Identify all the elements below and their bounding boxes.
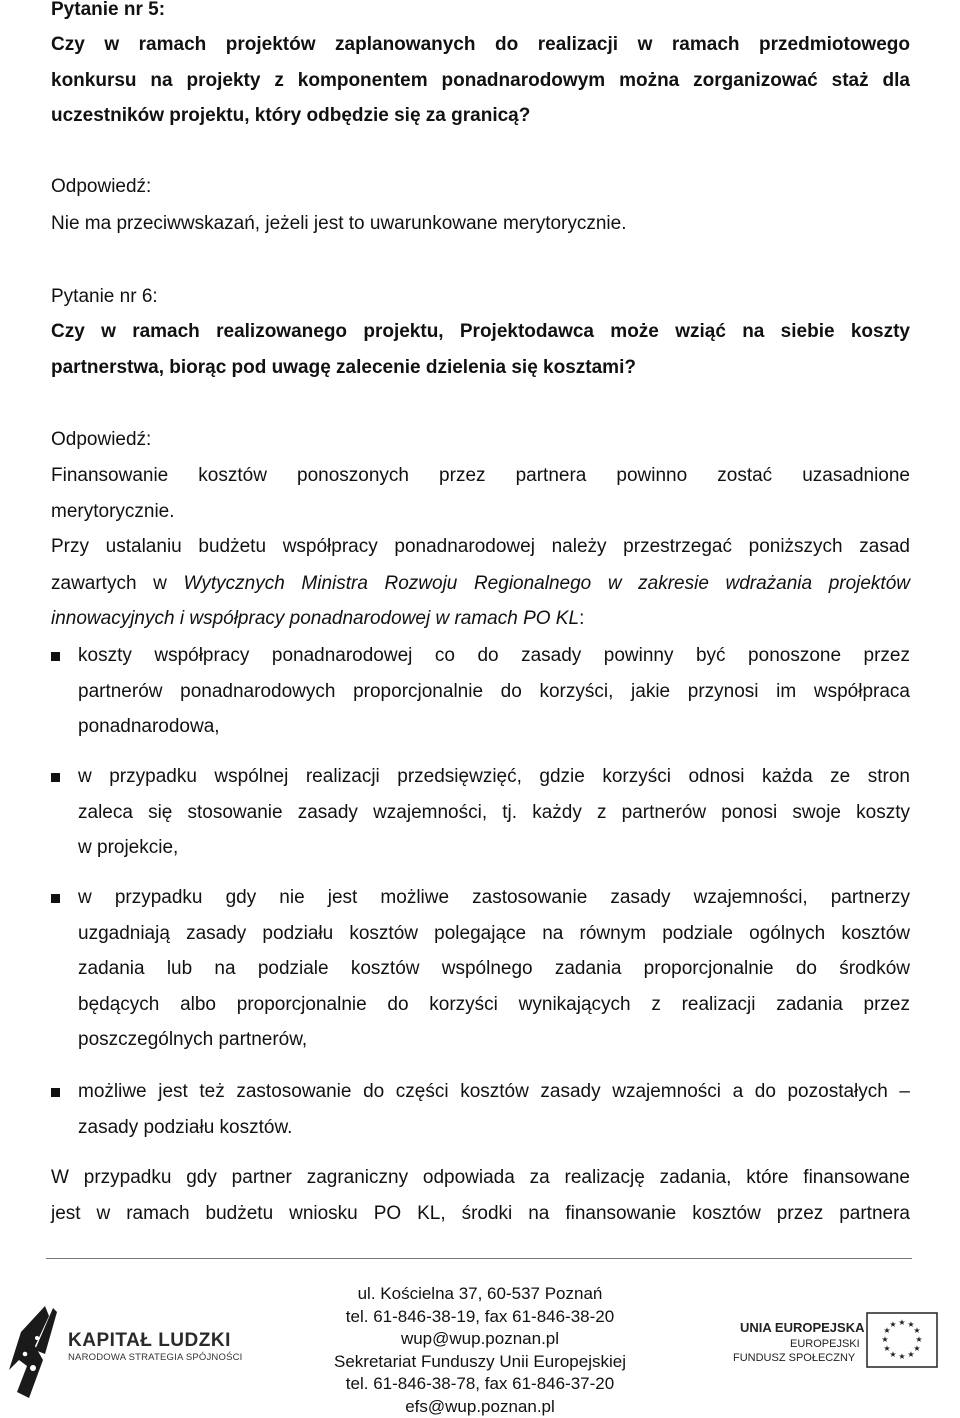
guidelines-title: innowacyjnych i współpracy ponadnarodowej w ramach PO KL: [51, 608, 580, 629]
bullet-marker: [51, 894, 60, 903]
list-item-line: partnerów ponadnarodowych proporcjonalnie do korzyści, jakie przynosi im współpraca: [78, 680, 910, 702]
svg-text:★: ★: [883, 1326, 891, 1335]
svg-text:★: ★: [898, 1318, 906, 1327]
svg-text:★: ★: [907, 1350, 915, 1359]
list-item-line: w projekcie,: [78, 837, 179, 858]
list-item-line: zaleca się stosowanie zasady wzajemności, tj. każdy z partnerów ponosi swoje koszty: [78, 801, 910, 823]
eu-subtitle: EUROPEJSKI: [790, 1338, 860, 1350]
q6-question-line: partnerstwa, biorąc pod uwagę zalecenie dzielenia się kosztami?: [51, 357, 636, 378]
bullet-marker: [51, 1088, 60, 1097]
footer-department: Sekretariat Funduszy Unii Europejskiej: [334, 1351, 626, 1371]
list-item-line: zadania lub na podziale kosztów wspólnego zadania proporcjonalnie do środków: [78, 958, 910, 979]
eu-title: UNIA EUROPEJSKA: [740, 1320, 865, 1335]
footer-phone: tel. 61-846-38-78, fax 61-846-37-20: [345, 1374, 615, 1393]
q5-answer: Nie ma przeciwwskazań, jeżeli jest to uwarunkowane merytorycznie.: [51, 213, 627, 234]
svg-text:★: ★: [913, 1326, 921, 1335]
footer-divider: [46, 1258, 912, 1259]
closing-line: jest w ramach budżetu wniosku PO KL, środki na finansowanie kosztów przez partnera: [51, 1203, 910, 1224]
q5-question-line: uczestników projektu, który odbędzie się za granicą?: [51, 105, 531, 126]
svg-text:★: ★: [907, 1320, 915, 1329]
svg-text:★: ★: [883, 1344, 891, 1353]
list-item-line: będących albo proporcjonalnie do korzyści wynikających z realizacji zadania przez: [78, 993, 910, 1015]
list-item-line: możliwe jest też zastosowanie do części kosztów zasady wzajemności a do pozostałych –: [78, 1081, 910, 1102]
closing-line: W przypadku gdy partner zagraniczny odpowiada za realizację zadania, które finansowane: [51, 1167, 910, 1188]
bullet-marker: [51, 652, 60, 661]
q6-intro-line: zawartych w Wytycznych Ministra Rozwoju Regionalnego w zakresie wdrażania projektów: [51, 573, 911, 594]
list-item-line: koszty współpracy ponadnarodowej co do zasady powinny być ponoszone przez: [78, 645, 910, 666]
q6-heading: Pytanie nr 6:: [51, 286, 158, 307]
q6-intro-line: innowacyjnych i współpracy ponadnarodowej w ramach PO KL:: [51, 608, 585, 629]
svg-text:★: ★: [889, 1320, 897, 1329]
footer-address: ul. Kościelna 37, 60-537 Poznań: [357, 1284, 603, 1303]
list-item-line: uzgadniają zasady podziału kosztów polegające na równym podziale ogólnych kosztów: [78, 922, 910, 944]
svg-text:★: ★: [889, 1350, 897, 1359]
q5-heading: Pytanie nr 5:: [51, 0, 166, 20]
footer-phone: tel. 61-846-38-19, fax 61-846-38-20: [345, 1306, 615, 1326]
eu-flag-icon: [866, 1312, 938, 1368]
footer-contact: [300, 1283, 660, 1418]
guidelines-title: Wytycznych Ministra Rozwoju Regionalnego w zakresie wdrażania projektów: [183, 573, 911, 594]
list-item-line: poszczególnych partnerów,: [78, 1029, 308, 1050]
svg-text:★: ★: [881, 1335, 889, 1344]
list-item-line: w przypadku wspólnej realizacji przedsięwzięć, gdzie korzyści odnosi każda ze stron: [78, 766, 910, 787]
q6-answer-label: Odpowiedź:: [51, 429, 152, 450]
q6-answer-line: merytorycznie.: [51, 501, 175, 522]
svg-text:★: ★: [898, 1352, 906, 1361]
bullet-marker: [51, 773, 60, 782]
list-item-line: w przypadku gdy nie jest możliwe zastosowanie zasady wzajemności, partnerzy: [78, 887, 910, 908]
q5-question-line: konkursu na projekty z komponentem ponadnarodowym można zorganizować staż dla: [51, 70, 910, 91]
q6-question-line: Czy w ramach realizowanego projektu, Projektodawca może wziąć na siebie koszty: [51, 321, 910, 342]
footer-email-link[interactable]: wup@wup.poznan.pl: [400, 1329, 560, 1348]
list-item-line: zasady podziału kosztów.: [78, 1116, 293, 1138]
kl-subtitle: NARODOWA STRATEGIA SPÓJNOŚCI: [68, 1352, 243, 1363]
q5-question-line: Czy w ramach projektów zaplanowanych do realizacji w ramach przedmiotowego: [51, 34, 910, 55]
eu-subtitle: FUNDUSZ SPOŁECZNY: [733, 1352, 856, 1364]
kl-title: KAPITAŁ LUDZKI: [68, 1330, 231, 1351]
q6-intro-line: Przy ustalaniu budżetu współpracy ponadnarodowej należy przestrzegać poniższych zasad: [51, 536, 910, 557]
q6-answer-line: Finansowanie kosztów ponoszonych przez partnera powinno zostać uzasadnione: [51, 465, 910, 486]
footer-email-link[interactable]: efs@wup.poznan.pl: [405, 1396, 555, 1416]
q5-answer-label: Odpowiedź:: [51, 176, 152, 197]
svg-text:★: ★: [913, 1344, 921, 1353]
list-item-line: ponadnarodowa,: [78, 716, 220, 737]
svg-text:★: ★: [915, 1335, 923, 1344]
